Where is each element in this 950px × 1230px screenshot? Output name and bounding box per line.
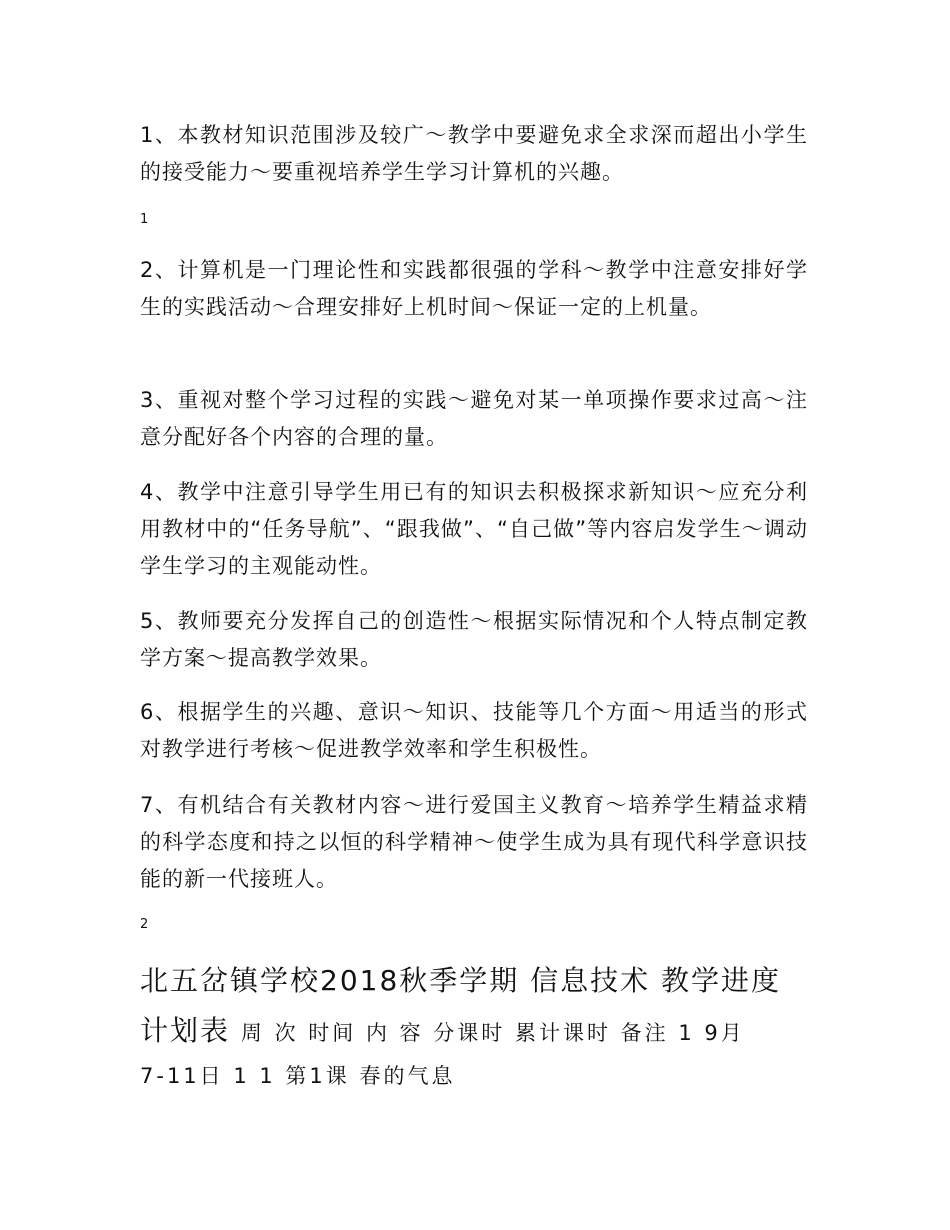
page-number: 2 <box>140 917 149 932</box>
schedule-title <box>140 956 808 1058</box>
schedule-first-row: 7-11日 1 1 第1课 春的气息 <box>140 1064 456 1088</box>
paragraph-5: 5、教师要充分发挥自己的创造性～根据实际情况和个人特点制定教学方案～提高教学效果。 <box>140 609 808 670</box>
page-number: 1 <box>140 212 149 227</box>
paragraph-7: 7、有机结合有关教材内容～进行爱国主义教育～培养学生精益求精的科学态度和持之以恒的科学精神～使学生成为具有现代科学意识技能的新一代接班人。 <box>140 793 808 891</box>
paragraph-3: 3、重视对整个学习过程的实践～避免对某一单项操作要求过高～注意分配好各个内容的合理的量。 <box>140 388 808 449</box>
schedule-title-text: 北五岔镇学校2018秋季学期 信息技术 教学进度计划表 <box>140 964 782 1047</box>
paragraph-2: 2、计算机是一门理论性和实践都很强的学科～教学中注意安排好学生的实践活动～合理安排好上机时间～保证一定的上机量。 <box>140 258 808 319</box>
schedule-header-row: 周 次 时间 内 容 分课时 累计课时 备注 1 9月 <box>240 1021 745 1045</box>
paragraph-1: 1、本教材知识范围涉及较广～教学中要避免求全求深而超出小学生的接受能力～要重视培养学生学习计算机的兴趣。 <box>140 123 808 184</box>
paragraph-4: 4、教学中注意引导学生用已有的知识去积极探求新知识～应充分利用教材中的“任务导航”、“跟我做”、“自己做”等内容启发学生～调动学生学习的主观能动性。 <box>140 480 808 578</box>
paragraph-6: 6、根据学生的兴趣、意识～知识、技能等几个方面～用适当的形式对教学进行考核～促进教学效率和学生积极性。 <box>140 700 808 761</box>
